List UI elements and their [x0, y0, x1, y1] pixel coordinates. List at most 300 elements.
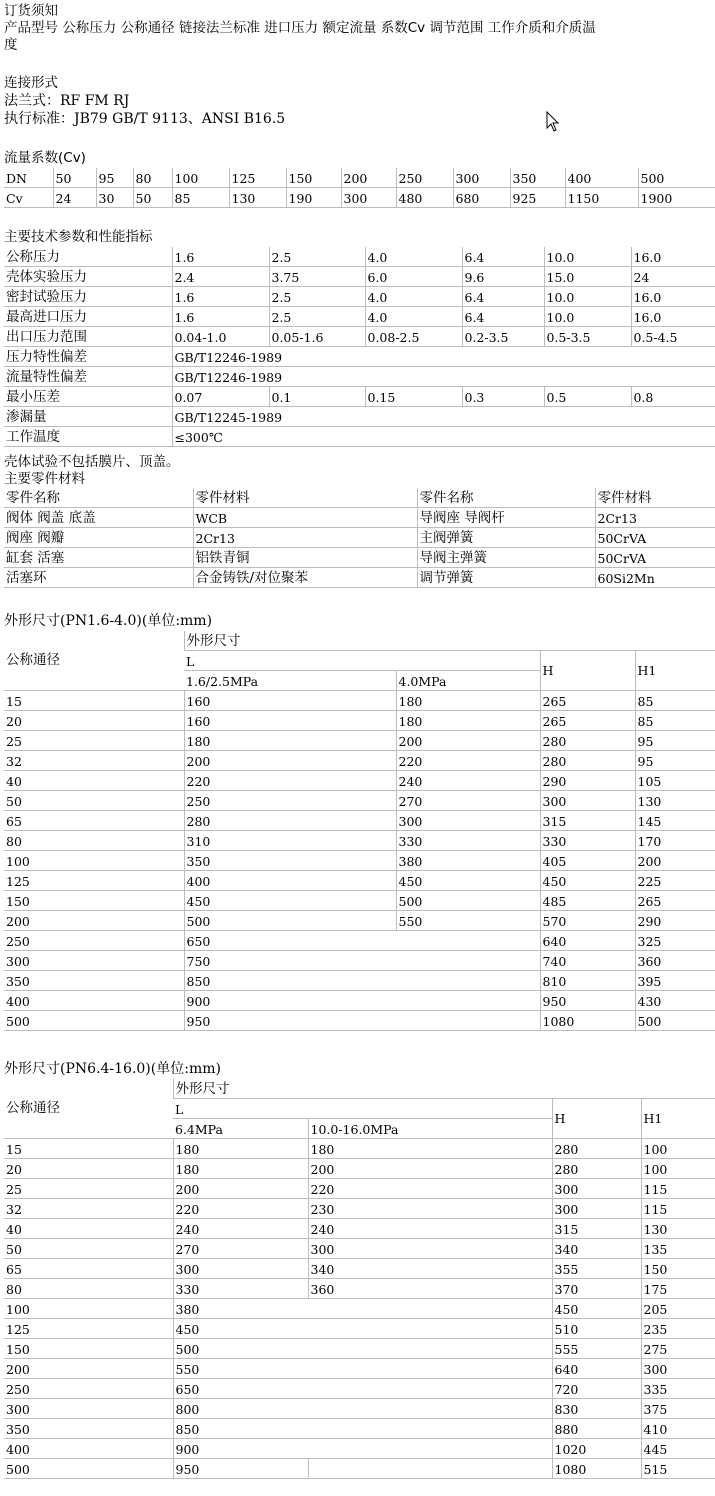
table-cell: 485: [540, 891, 635, 911]
table-cell: 510: [552, 1319, 641, 1339]
table-cell: 265: [635, 891, 715, 911]
cv-row: [4, 168, 715, 188]
table-cell: 80: [4, 831, 184, 851]
table-cell: L: [184, 651, 540, 671]
table-cell: 330: [173, 1279, 308, 1299]
order-fields-wrap: 度: [4, 37, 18, 53]
cv-row: [4, 188, 715, 208]
table-cell: 205: [641, 1299, 715, 1319]
table-cell: 720: [552, 1379, 641, 1399]
table-cell: 570: [540, 911, 635, 931]
table-cell: 15: [4, 691, 184, 711]
table-cell: 外形尺寸: [184, 631, 715, 651]
table-cell: 200: [308, 1159, 552, 1179]
dim-row: [4, 991, 715, 1011]
dim-row: [4, 1339, 715, 1359]
table-cell: 300: [4, 1399, 173, 1419]
table-cell: 380: [396, 851, 540, 871]
table-cell: 180: [308, 1139, 552, 1159]
table-cell: 4.0: [365, 247, 462, 267]
table-cell: 135: [641, 1239, 715, 1259]
table-cell: [308, 1459, 552, 1479]
table-cell: 零件材料: [193, 488, 417, 508]
table-cell: 280: [540, 731, 635, 751]
table-cell: 300: [453, 168, 510, 188]
table-cell: 500: [173, 1339, 552, 1359]
table-cell: 30: [96, 188, 133, 208]
table-cell: 280: [552, 1139, 641, 1159]
table-cell: 1900: [638, 188, 715, 208]
table-cell: 220: [184, 771, 396, 791]
table-cell: 公称通径: [4, 631, 184, 691]
table-cell: 阀体 阀盖 底盖: [4, 508, 193, 528]
table-cell: 80: [133, 168, 172, 188]
table-cell: 50: [4, 791, 184, 811]
table-cell: 450: [540, 871, 635, 891]
table-cell: 铝铁青铜: [193, 548, 417, 568]
table-cell: 6.4: [462, 287, 544, 307]
table-cell: 主阀弹簧: [417, 528, 595, 548]
tech-row: [4, 327, 715, 347]
table-cell: 合金铸铁/对位聚苯: [193, 568, 417, 588]
table-cell: 0.1: [269, 387, 365, 407]
table-cell: 1020: [552, 1439, 641, 1459]
table-cell: 渗漏量: [4, 407, 172, 427]
dim-row: [4, 891, 715, 911]
table-cell: 85: [172, 188, 229, 208]
dim-row: [4, 791, 715, 811]
dim-row: [4, 911, 715, 931]
table-cell: 400: [565, 168, 638, 188]
dim-row: [4, 1179, 715, 1199]
table-cell: 290: [635, 911, 715, 931]
header-row: [4, 1079, 715, 1099]
table-cell: 325: [635, 931, 715, 951]
table-cell: 330: [396, 831, 540, 851]
table-cell: 830: [552, 1399, 641, 1419]
dim-row: [4, 811, 715, 831]
dim-row: [4, 1319, 715, 1339]
table-cell: 0.05-1.6: [269, 327, 365, 347]
table-cell: 550: [396, 911, 540, 931]
table-cell: 25: [4, 1179, 173, 1199]
tech-row: [4, 287, 715, 307]
dim-row: [4, 931, 715, 951]
table-cell: 240: [396, 771, 540, 791]
table-cell: GB/T12245-1989: [172, 407, 715, 427]
header-row: [4, 631, 715, 651]
dim-row: [4, 691, 715, 711]
table-cell: 650: [173, 1379, 552, 1399]
table-cell: 0.08-2.5: [365, 327, 462, 347]
table-cell: 850: [173, 1419, 552, 1439]
table-cell: 300: [341, 188, 396, 208]
table-cell: 250: [396, 168, 453, 188]
table-cell: 60Si2Mn: [595, 568, 715, 588]
table-cell: 150: [286, 168, 341, 188]
table-cell: 调节弹簧: [417, 568, 595, 588]
table-cell: 350: [510, 168, 565, 188]
dim-row: [4, 711, 715, 731]
table-cell: 1.6/2.5MPa: [184, 671, 396, 691]
table-cell: 95: [96, 168, 133, 188]
table-cell: 阀座 阀瓣: [4, 528, 193, 548]
tech-row: [4, 347, 715, 367]
table-cell: 900: [173, 1439, 552, 1459]
table-cell: 280: [540, 751, 635, 771]
table-cell: 250: [184, 791, 396, 811]
table-cell: 450: [396, 871, 540, 891]
table-cell: 0.15: [365, 387, 462, 407]
tech-row: [4, 267, 715, 287]
table-cell: 95: [635, 751, 715, 771]
table-cell: 6.4: [462, 307, 544, 327]
table-cell: 300: [396, 811, 540, 831]
table-cell: 0.2-3.5: [462, 327, 544, 347]
table-cell: 225: [635, 871, 715, 891]
tech-row: [4, 307, 715, 327]
cv-heading: 流量系数(Cv): [4, 150, 86, 166]
dim-row: [4, 1159, 715, 1179]
parts-row: [4, 548, 715, 568]
table-cell: WCB: [193, 508, 417, 528]
table-cell: 265: [540, 711, 635, 731]
table-cell: 350: [4, 971, 184, 991]
table-cell: 40: [4, 1219, 173, 1239]
table-cell: 330: [540, 831, 635, 851]
table-cell: 2.4: [172, 267, 269, 287]
table-cell: 170: [635, 831, 715, 851]
table-cell: 100: [4, 1299, 173, 1319]
dim2-table: [4, 1079, 715, 1479]
table-cell: 650: [184, 931, 540, 951]
table-cell: 300: [173, 1259, 308, 1279]
table-cell: 20: [4, 711, 184, 731]
dim-row: [4, 1279, 715, 1299]
table-cell: 500: [638, 168, 715, 188]
table-cell: 500: [396, 891, 540, 911]
table-cell: 175: [641, 1279, 715, 1299]
table-cell: 125: [229, 168, 286, 188]
table-cell: 200: [184, 751, 396, 771]
table-cell: 160: [184, 691, 396, 711]
table-cell: 265: [540, 691, 635, 711]
table-cell: 900: [184, 991, 540, 1011]
table-cell: 10.0: [544, 247, 631, 267]
parts-row: [4, 568, 715, 588]
table-cell: GB/T12246-1989: [172, 347, 715, 367]
order-fields-line: 产品型号 公称压力 公称通径 链接法兰标准 进口压力 额定流量 系数Cv 调节范围 工作介质和介质温: [4, 20, 596, 36]
table-cell: 500: [4, 1011, 184, 1031]
table-cell: 500: [635, 1011, 715, 1031]
table-cell: 370: [552, 1279, 641, 1299]
table-cell: 0.07: [172, 387, 269, 407]
table-cell: 950: [540, 991, 635, 1011]
table-cell: 16.0: [631, 287, 715, 307]
table-cell: 32: [4, 751, 184, 771]
dim-row: [4, 1399, 715, 1419]
table-cell: 零件名称: [417, 488, 595, 508]
table-cell: 6.4MPa: [173, 1119, 308, 1139]
table-cell: 190: [286, 188, 341, 208]
parts-row: [4, 488, 715, 508]
table-cell: H: [552, 1099, 641, 1139]
table-cell: 85: [635, 691, 715, 711]
table-cell: 290: [540, 771, 635, 791]
table-cell: 0.04-1.0: [172, 327, 269, 347]
table-cell: 240: [173, 1219, 308, 1239]
table-cell: 10.0: [544, 307, 631, 327]
table-cell: 180: [396, 691, 540, 711]
table-cell: 50CrVA: [595, 548, 715, 568]
table-cell: 公称通径: [4, 1079, 173, 1139]
table-cell: 115: [641, 1179, 715, 1199]
table-cell: 0.3: [462, 387, 544, 407]
table-cell: 230: [308, 1199, 552, 1219]
table-cell: 16.0: [631, 307, 715, 327]
table-cell: L: [173, 1099, 552, 1119]
dim-row: [4, 1439, 715, 1459]
dim-row: [4, 1419, 715, 1439]
table-cell: 400: [4, 1439, 173, 1459]
table-cell: 1.6: [172, 287, 269, 307]
table-cell: 360: [308, 1279, 552, 1299]
table-cell: 220: [173, 1199, 308, 1219]
table-cell: 1.6: [172, 307, 269, 327]
dim-row: [4, 831, 715, 851]
table-cell: 4.0: [365, 287, 462, 307]
table-cell: 430: [635, 991, 715, 1011]
table-cell: 270: [173, 1239, 308, 1259]
table-cell: 640: [552, 1359, 641, 1379]
table-cell: 公称压力: [4, 247, 172, 267]
table-cell: 9.6: [462, 267, 544, 287]
table-cell: 50: [53, 168, 96, 188]
table-cell: DN: [4, 168, 53, 188]
table-cell: 925: [510, 188, 565, 208]
table-cell: 180: [396, 711, 540, 731]
table-cell: 2.5: [269, 247, 365, 267]
table-cell: 最高进口压力: [4, 307, 172, 327]
dim-row: [4, 731, 715, 751]
table-cell: 280: [184, 811, 396, 831]
table-cell: 750: [184, 951, 540, 971]
table-cell: 550: [173, 1359, 552, 1379]
table-cell: 640: [540, 931, 635, 951]
table-cell: 80: [4, 1279, 173, 1299]
table-cell: 450: [552, 1299, 641, 1319]
table-cell: 150: [641, 1259, 715, 1279]
dim-row: [4, 971, 715, 991]
table-cell: 32: [4, 1199, 173, 1219]
table-cell: 300: [641, 1359, 715, 1379]
table-cell: 25: [4, 731, 184, 751]
dim-row: [4, 951, 715, 971]
table-cell: 导阀主弹簧: [417, 548, 595, 568]
parts-row: [4, 528, 715, 548]
table-cell: 10.0-16.0MPa: [308, 1119, 552, 1139]
table-cell: 1080: [540, 1011, 635, 1031]
table-cell: 950: [184, 1011, 540, 1031]
dim1-heading: 外形尺寸(PN1.6-4.0)(单位:mm): [4, 613, 213, 629]
table-cell: 850: [184, 971, 540, 991]
table-cell: 200: [4, 1359, 173, 1379]
table-cell: 24: [631, 267, 715, 287]
table-cell: 280: [552, 1159, 641, 1179]
table-cell: 活塞环: [4, 568, 193, 588]
table-cell: 6.0: [365, 267, 462, 287]
table-cell: 零件名称: [4, 488, 193, 508]
table-cell: 65: [4, 1259, 173, 1279]
table-cell: 270: [396, 791, 540, 811]
dim-row: [4, 771, 715, 791]
table-cell: 375: [641, 1399, 715, 1419]
table-cell: 50: [4, 1239, 173, 1259]
tech-row: [4, 247, 715, 267]
table-cell: 115: [641, 1199, 715, 1219]
parts-row: [4, 508, 715, 528]
table-cell: 导阀座 导阀杆: [417, 508, 595, 528]
table-cell: 2.5: [269, 287, 365, 307]
dim-row: [4, 1199, 715, 1219]
table-cell: 335: [641, 1379, 715, 1399]
table-cell: 310: [184, 831, 396, 851]
table-cell: 220: [308, 1179, 552, 1199]
table-cell: 180: [173, 1159, 308, 1179]
table-cell: 200: [396, 731, 540, 751]
table-cell: 200: [635, 851, 715, 871]
table-cell: 95: [635, 731, 715, 751]
table-cell: 250: [4, 931, 184, 951]
tech-table: [4, 247, 715, 447]
table-cell: 315: [540, 811, 635, 831]
table-cell: 810: [540, 971, 635, 991]
table-cell: 外形尺寸: [173, 1079, 715, 1099]
table-cell: 20: [4, 1159, 173, 1179]
table-cell: 880: [552, 1419, 641, 1439]
tech-row: [4, 367, 715, 387]
tech-note: 壳体试验不包括膜片、顶盖。: [4, 454, 180, 470]
dim-row: [4, 751, 715, 771]
table-cell: 240: [308, 1219, 552, 1239]
table-cell: 360: [635, 951, 715, 971]
table-cell: 50CrVA: [595, 528, 715, 548]
table-cell: 355: [552, 1259, 641, 1279]
dim-row: [4, 851, 715, 871]
table-cell: 300: [308, 1239, 552, 1259]
table-cell: 压力特性偏差: [4, 347, 172, 367]
table-cell: 130: [229, 188, 286, 208]
table-cell: ≤300℃: [172, 427, 715, 447]
table-cell: 105: [635, 771, 715, 791]
table-cell: 275: [641, 1339, 715, 1359]
table-cell: 220: [396, 751, 540, 771]
table-cell: H1: [635, 651, 715, 691]
table-cell: 180: [184, 731, 396, 751]
dim-row: [4, 1359, 715, 1379]
table-cell: 340: [308, 1259, 552, 1279]
table-cell: 125: [4, 871, 184, 891]
table-cell: 130: [635, 791, 715, 811]
table-cell: 0.8: [631, 387, 715, 407]
dim-row: [4, 871, 715, 891]
flange-types: 法兰式：RF FM RJ: [4, 93, 130, 109]
table-cell: 24: [53, 188, 96, 208]
table-cell: 395: [635, 971, 715, 991]
table-cell: 200: [173, 1179, 308, 1199]
table-cell: 250: [4, 1379, 173, 1399]
table-cell: 流量特性偏差: [4, 367, 172, 387]
table-cell: 405: [540, 851, 635, 871]
dim-row: [4, 1299, 715, 1319]
table-cell: 65: [4, 811, 184, 831]
table-cell: 350: [4, 1419, 173, 1439]
table-cell: 4.0MPa: [396, 671, 540, 691]
table-cell: 出口压力范围: [4, 327, 172, 347]
table-cell: 235: [641, 1319, 715, 1339]
table-cell: 800: [173, 1399, 552, 1419]
table-cell: 150: [4, 891, 184, 911]
table-cell: 410: [641, 1419, 715, 1439]
table-cell: 2Cr13: [595, 508, 715, 528]
dim-row: [4, 1379, 715, 1399]
table-cell: 16.0: [631, 247, 715, 267]
standards-line: 执行标准：JB79 GB/T 9113、ANSI B16.5: [4, 111, 286, 127]
table-cell: 零件材料: [595, 488, 715, 508]
table-cell: 350: [184, 851, 396, 871]
table-cell: 密封试验压力: [4, 287, 172, 307]
table-cell: 450: [173, 1319, 552, 1339]
table-cell: 950: [173, 1459, 308, 1479]
table-cell: 1.6: [172, 247, 269, 267]
table-cell: 340: [552, 1239, 641, 1259]
table-cell: 50: [133, 188, 172, 208]
connection-heading: 连接形式: [4, 75, 58, 91]
tech-heading: 主要技术参数和性能指标: [4, 229, 153, 245]
table-cell: 300: [540, 791, 635, 811]
table-cell: 15.0: [544, 267, 631, 287]
table-cell: 500: [4, 1459, 173, 1479]
table-cell: 500: [184, 911, 396, 931]
table-cell: 300: [4, 951, 184, 971]
table-cell: 145: [635, 811, 715, 831]
table-cell: 300: [552, 1199, 641, 1219]
dim-row: [4, 1219, 715, 1239]
table-cell: 740: [540, 951, 635, 971]
table-cell: 0.5: [544, 387, 631, 407]
table-cell: 200: [341, 168, 396, 188]
table-cell: 6.4: [462, 247, 544, 267]
parts-table: [4, 488, 715, 588]
table-cell: H1: [641, 1099, 715, 1139]
table-cell: Cv: [4, 188, 53, 208]
dim-row: [4, 1239, 715, 1259]
table-cell: 515: [641, 1459, 715, 1479]
dim-row: [4, 1259, 715, 1279]
table-cell: 最小压差: [4, 387, 172, 407]
table-cell: 15: [4, 1139, 173, 1159]
cv-table: [4, 168, 715, 208]
table-cell: 0.5-3.5: [544, 327, 631, 347]
table-cell: 壳体实验压力: [4, 267, 172, 287]
table-cell: 100: [641, 1159, 715, 1179]
table-cell: 125: [4, 1319, 173, 1339]
table-cell: 85: [635, 711, 715, 731]
table-cell: 0.5-4.5: [631, 327, 715, 347]
table-cell: 3.75: [269, 267, 365, 287]
dim-row: [4, 1011, 715, 1031]
table-cell: 4.0: [365, 307, 462, 327]
